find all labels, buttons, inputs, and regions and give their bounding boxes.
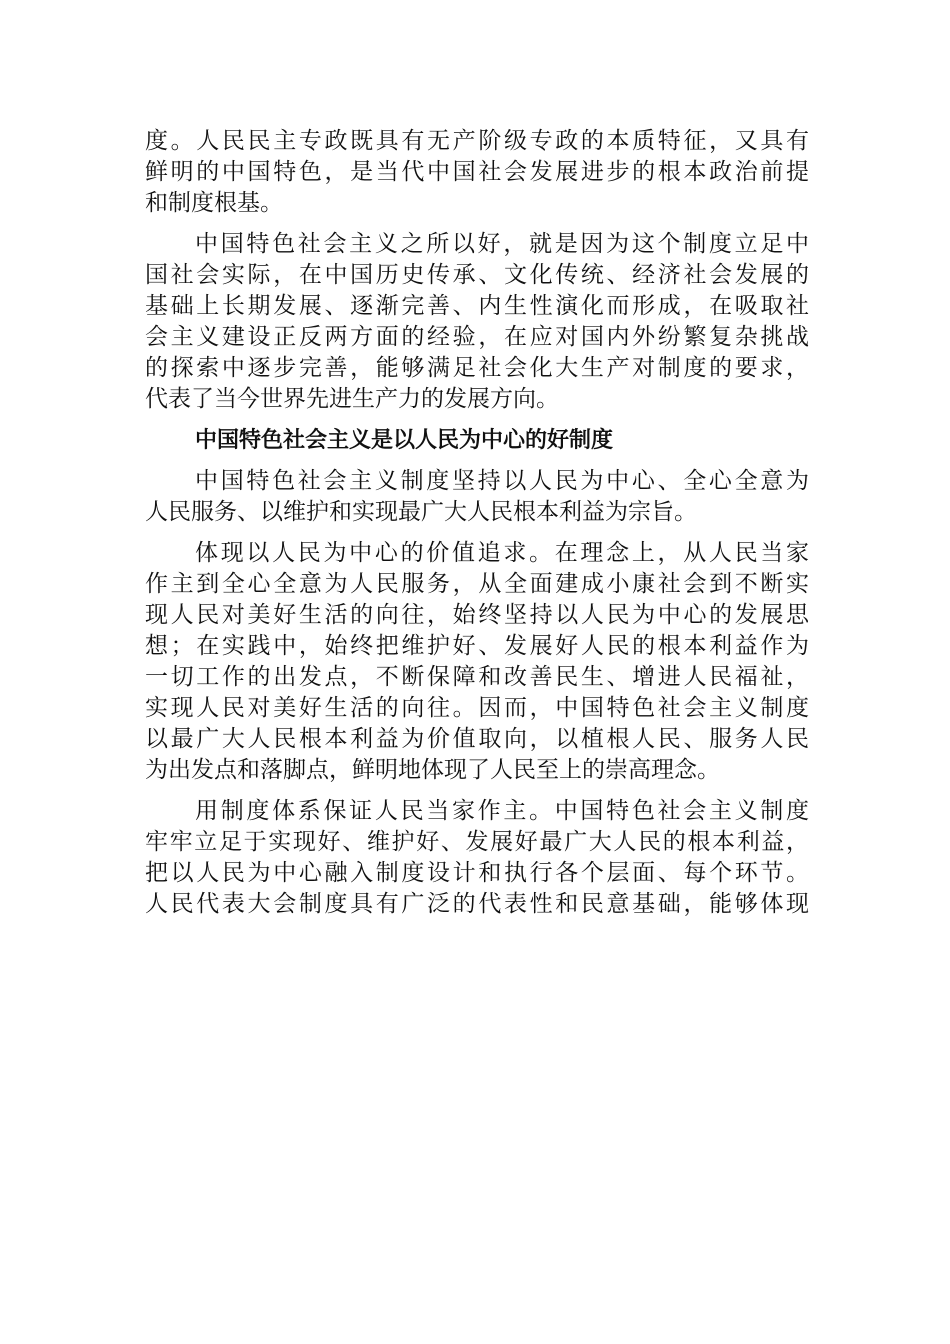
text-line: 国社会实际，在中国历史传承、文化传统、经济社会发展的 <box>145 262 809 288</box>
text-line: 鲜明的中国特色，是当代中国社会发展进步的根本政治前提 <box>145 159 809 185</box>
text-line: 现人民对美好生活的向往，始终坚持以人民为中心的发展思 <box>145 602 809 628</box>
paragraph <box>145 466 809 528</box>
text-line: 实现人民对美好生活的向往。因而，中国特色社会主义制度 <box>145 695 809 721</box>
text-line: 度。人民民主专政既具有无产阶级专政的本质特征，又具有 <box>145 128 809 154</box>
paragraph <box>145 538 809 786</box>
paragraph <box>145 796 809 920</box>
document-page <box>145 126 809 930</box>
text-line: 代表了当今世界先进生产力的发展方向。 <box>145 386 559 412</box>
text-line: 想；在实践中，始终把维护好、发展好人民的根本利益作为 <box>145 633 809 659</box>
text-line: 为出发点和落脚点，鲜明地体现了人民至上的崇高理念。 <box>145 757 720 783</box>
paragraph <box>145 229 809 415</box>
section-heading: 中国特色社会主义是以人民为中心的好制度 <box>195 428 614 453</box>
text-line: 中国特色社会主义制度坚持以人民为中心、全心全意为 <box>195 468 809 494</box>
text-line: 一切工作的出发点，不断保障和改善民生、增进人民福祉， <box>145 664 809 690</box>
text-line: 的探索中逐步完善，能够满足社会化大生产对制度的要求， <box>145 355 809 381</box>
text-line: 以最广大人民根本利益为价值取向，以植根人民、服务人民 <box>145 726 809 752</box>
text-line: 人民代表大会制度具有广泛的代表性和民意基础，能够体现 <box>145 891 809 917</box>
text-line: 用制度体系保证人民当家作主。中国特色社会主义制度 <box>195 798 809 824</box>
text-line: 会主义建设正反两方面的经验，在应对国内外纷繁复杂挑战 <box>145 324 809 350</box>
text-line: 牢牢立足于实现好、维护好、发展好最广大人民的根本利益， <box>145 829 809 855</box>
text-line: 体现以人民为中心的价值追求。在理念上，从人民当家 <box>195 540 809 566</box>
text-line: 中国特色社会主义之所以好，就是因为这个制度立足中 <box>195 231 809 257</box>
text-line: 人民服务、以维护和实现最广大人民根本利益为宗旨。 <box>145 499 697 525</box>
text-line: 基础上长期发展、逐渐完善、内生性演化而形成，在吸取社 <box>145 293 809 319</box>
text-line: 和制度根基。 <box>145 190 283 216</box>
text-line: 把以人民为中心融入制度设计和执行各个层面、每个环节。 <box>145 860 809 886</box>
text-line: 作主到全心全意为人民服务，从全面建成小康社会到不断实 <box>145 571 809 597</box>
paragraph-continuation <box>145 126 809 219</box>
